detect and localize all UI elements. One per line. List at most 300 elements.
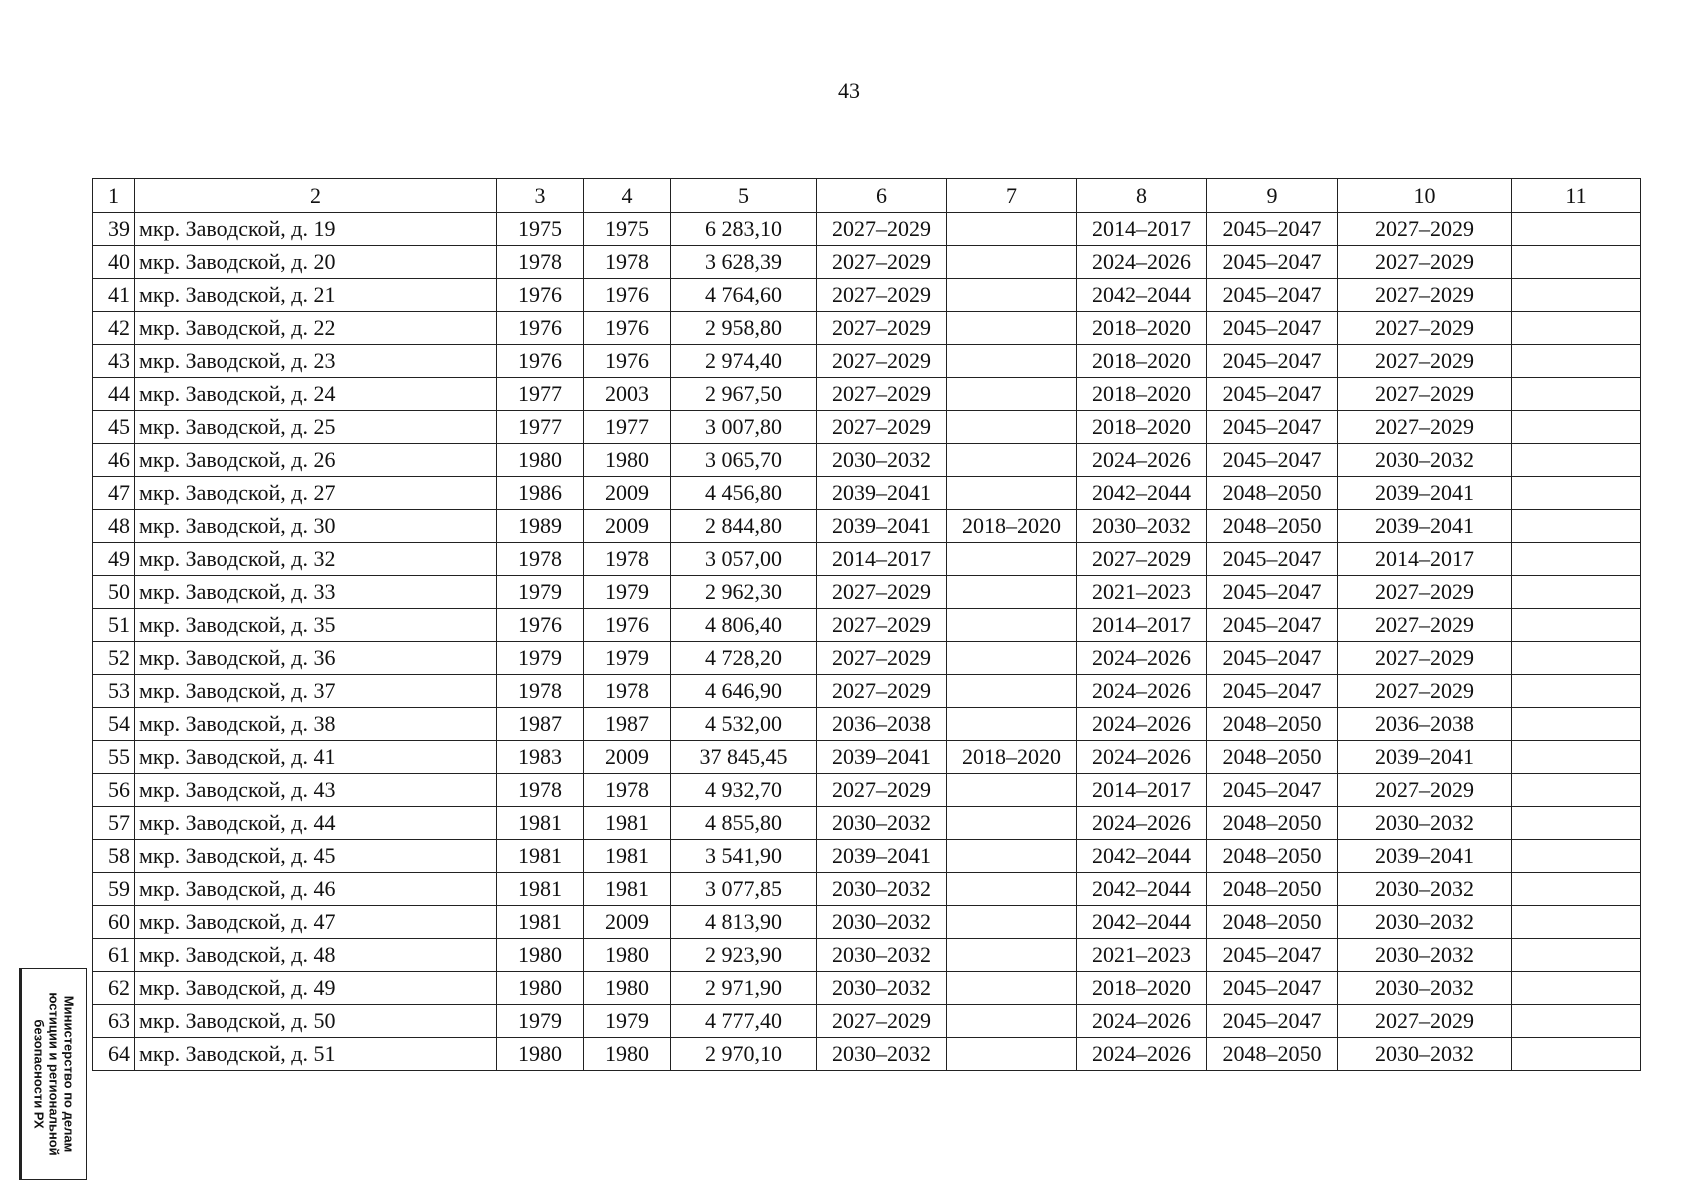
address-cell: мкр. Заводской, д. 35 [135,609,497,642]
period-col8-cell: 2024–2026 [1077,807,1207,840]
page-number: 43 [838,78,860,103]
period-col9-cell: 2045–2047 [1207,642,1338,675]
column-header: 8 [1077,179,1207,213]
period-col8-cell: 2042–2044 [1077,279,1207,312]
period-col6-cell: 2027–2029 [817,312,947,345]
period-col10-cell: 2027–2029 [1338,642,1512,675]
built-year-cell: 1980 [497,1038,584,1071]
period-col8-cell: 2014–2017 [1077,213,1207,246]
col11-cell [1512,510,1641,543]
col11-cell [1512,477,1641,510]
stamp-line: юстиции и региональной [46,992,62,1156]
row-number-cell: 47 [93,477,135,510]
area-cell: 4 456,80 [671,477,817,510]
area-cell: 4 764,60 [671,279,817,312]
col11-cell [1512,741,1641,774]
period-col10-cell: 2039–2041 [1338,741,1512,774]
row-number-cell: 52 [93,642,135,675]
col11-cell [1512,708,1641,741]
built-year-cell: 1975 [497,213,584,246]
table-row [93,1005,1641,1038]
period-col9-cell: 2048–2050 [1207,840,1338,873]
period-col6-cell: 2027–2029 [817,279,947,312]
table-body [93,213,1641,1071]
commissioned-year-cell: 1976 [584,609,671,642]
period-col7-cell: 2018–2020 [947,510,1077,543]
address-cell: мкр. Заводской, д. 32 [135,543,497,576]
period-col6-cell: 2027–2029 [817,774,947,807]
col11-cell [1512,774,1641,807]
address-cell: мкр. Заводской, д. 33 [135,576,497,609]
table-row [93,444,1641,477]
col11-cell [1512,411,1641,444]
period-col10-cell: 2027–2029 [1338,345,1512,378]
area-cell: 6 283,10 [671,213,817,246]
address-cell: мкр. Заводской, д. 36 [135,642,497,675]
period-col7-cell [947,1038,1077,1071]
table-row [93,378,1641,411]
built-year-cell: 1978 [497,246,584,279]
period-col10-cell: 2027–2029 [1338,675,1512,708]
period-col7-cell [947,873,1077,906]
period-col7-cell: 2018–2020 [947,741,1077,774]
period-col8-cell: 2021–2023 [1077,576,1207,609]
period-col6-cell: 2030–2032 [817,444,947,477]
period-col8-cell: 2018–2020 [1077,345,1207,378]
period-col7-cell [947,477,1077,510]
column-header: 11 [1512,179,1641,213]
period-col6-cell: 2039–2041 [817,840,947,873]
row-number-cell: 64 [93,1038,135,1071]
period-col7-cell [947,642,1077,675]
commissioned-year-cell: 1981 [584,807,671,840]
period-col7-cell [947,972,1077,1005]
col11-cell [1512,543,1641,576]
col11-cell [1512,279,1641,312]
built-year-cell: 1983 [497,741,584,774]
period-col6-cell: 2027–2029 [817,213,947,246]
area-cell: 2 923,90 [671,939,817,972]
period-col8-cell: 2024–2026 [1077,708,1207,741]
period-col10-cell: 2027–2029 [1338,1005,1512,1038]
address-cell: мкр. Заводской, д. 21 [135,279,497,312]
commissioned-year-cell: 1980 [584,1038,671,1071]
period-col8-cell: 2014–2017 [1077,774,1207,807]
table-row [93,543,1641,576]
period-col10-cell: 2030–2032 [1338,906,1512,939]
row-number-cell: 55 [93,741,135,774]
period-col9-cell: 2048–2050 [1207,708,1338,741]
commissioned-year-cell: 2009 [584,906,671,939]
commissioned-year-cell: 1980 [584,972,671,1005]
col11-cell [1512,642,1641,675]
row-number-cell: 51 [93,609,135,642]
row-number-cell: 44 [93,378,135,411]
period-col10-cell: 2030–2032 [1338,873,1512,906]
period-col7-cell [947,213,1077,246]
period-col10-cell: 2039–2041 [1338,477,1512,510]
period-col7-cell [947,411,1077,444]
built-year-cell: 1976 [497,609,584,642]
period-col7-cell [947,345,1077,378]
col11-cell [1512,939,1641,972]
commissioned-year-cell: 1978 [584,543,671,576]
period-col10-cell: 2027–2029 [1338,411,1512,444]
row-number-cell: 61 [93,939,135,972]
period-col10-cell: 2039–2041 [1338,840,1512,873]
ministry-stamp [19,968,87,1180]
area-cell: 4 646,90 [671,675,817,708]
area-cell: 3 077,85 [671,873,817,906]
commissioned-year-cell: 1980 [584,444,671,477]
built-year-cell: 1977 [497,378,584,411]
period-col9-cell: 2045–2047 [1207,345,1338,378]
table-row [93,807,1641,840]
col11-cell [1512,444,1641,477]
area-cell: 2 967,50 [671,378,817,411]
area-cell: 2 844,80 [671,510,817,543]
area-cell: 4 855,80 [671,807,817,840]
column-header: 4 [584,179,671,213]
commissioned-year-cell: 1981 [584,873,671,906]
period-col6-cell: 2014–2017 [817,543,947,576]
built-year-cell: 1986 [497,477,584,510]
built-year-cell: 1977 [497,411,584,444]
period-col10-cell: 2027–2029 [1338,609,1512,642]
period-col8-cell: 2018–2020 [1077,411,1207,444]
address-cell: мкр. Заводской, д. 46 [135,873,497,906]
built-year-cell: 1981 [497,840,584,873]
period-col10-cell: 2014–2017 [1338,543,1512,576]
address-cell: мкр. Заводской, д. 30 [135,510,497,543]
period-col9-cell: 2045–2047 [1207,939,1338,972]
period-col10-cell: 2027–2029 [1338,312,1512,345]
period-col6-cell: 2027–2029 [817,246,947,279]
area-cell: 2 971,90 [671,972,817,1005]
period-col10-cell: 2027–2029 [1338,279,1512,312]
table-row [93,510,1641,543]
col11-cell [1512,840,1641,873]
col11-cell [1512,675,1641,708]
period-col7-cell [947,675,1077,708]
col11-cell [1512,972,1641,1005]
period-col8-cell: 2024–2026 [1077,741,1207,774]
built-year-cell: 1978 [497,774,584,807]
period-col9-cell: 2045–2047 [1207,1005,1338,1038]
commissioned-year-cell: 1978 [584,675,671,708]
built-year-cell: 1981 [497,807,584,840]
period-col10-cell: 2030–2032 [1338,939,1512,972]
built-year-cell: 1979 [497,1005,584,1038]
period-col7-cell [947,279,1077,312]
period-col9-cell: 2048–2050 [1207,477,1338,510]
period-col6-cell: 2027–2029 [817,1005,947,1038]
period-col7-cell [947,840,1077,873]
commissioned-year-cell: 2003 [584,378,671,411]
period-col9-cell: 2045–2047 [1207,246,1338,279]
period-col6-cell: 2039–2041 [817,741,947,774]
table-row [93,972,1641,1005]
address-cell: мкр. Заводской, д. 49 [135,972,497,1005]
address-cell: мкр. Заводской, д. 20 [135,246,497,279]
period-col9-cell: 2048–2050 [1207,510,1338,543]
period-col8-cell: 2018–2020 [1077,378,1207,411]
period-col8-cell: 2024–2026 [1077,246,1207,279]
stamp-line: Министерство по делам [61,995,77,1153]
commissioned-year-cell: 1975 [584,213,671,246]
table-header-row [93,179,1641,213]
built-year-cell: 1976 [497,279,584,312]
col11-cell [1512,609,1641,642]
commissioned-year-cell: 1978 [584,246,671,279]
address-cell: мкр. Заводской, д. 41 [135,741,497,774]
area-cell: 3 057,00 [671,543,817,576]
period-col9-cell: 2045–2047 [1207,279,1338,312]
area-cell: 2 970,10 [671,1038,817,1071]
address-cell: мкр. Заводской, д. 50 [135,1005,497,1038]
table-row [93,279,1641,312]
col11-cell [1512,312,1641,345]
area-cell: 4 532,00 [671,708,817,741]
col11-cell [1512,246,1641,279]
commissioned-year-cell: 2009 [584,510,671,543]
row-number-cell: 41 [93,279,135,312]
period-col9-cell: 2045–2047 [1207,411,1338,444]
built-year-cell: 1987 [497,708,584,741]
col11-cell [1512,378,1641,411]
address-cell: мкр. Заводской, д. 22 [135,312,497,345]
table-row [93,840,1641,873]
period-col7-cell [947,939,1077,972]
area-cell: 2 974,40 [671,345,817,378]
period-col9-cell: 2045–2047 [1207,972,1338,1005]
period-col6-cell: 2027–2029 [817,345,947,378]
period-col6-cell: 2030–2032 [817,906,947,939]
address-cell: мкр. Заводской, д. 44 [135,807,497,840]
commissioned-year-cell: 1976 [584,312,671,345]
period-col7-cell [947,312,1077,345]
period-col6-cell: 2027–2029 [817,378,947,411]
period-col10-cell: 2027–2029 [1338,576,1512,609]
period-col8-cell: 2018–2020 [1077,972,1207,1005]
period-col8-cell: 2024–2026 [1077,1005,1207,1038]
row-number-cell: 60 [93,906,135,939]
commissioned-year-cell: 1979 [584,576,671,609]
commissioned-year-cell: 1981 [584,840,671,873]
built-year-cell: 1980 [497,972,584,1005]
area-cell: 3 007,80 [671,411,817,444]
period-col7-cell [947,543,1077,576]
period-col8-cell: 2024–2026 [1077,675,1207,708]
table-row [93,576,1641,609]
period-col9-cell: 2045–2047 [1207,774,1338,807]
col11-cell [1512,906,1641,939]
built-year-cell: 1979 [497,642,584,675]
row-number-cell: 56 [93,774,135,807]
table-row [93,312,1641,345]
built-year-cell: 1976 [497,312,584,345]
col11-cell [1512,1038,1641,1071]
table-row [93,675,1641,708]
period-col10-cell: 2027–2029 [1338,246,1512,279]
period-col10-cell: 2036–2038 [1338,708,1512,741]
table-row [93,213,1641,246]
column-header: 6 [817,179,947,213]
commissioned-year-cell: 1978 [584,774,671,807]
area-cell: 4 932,70 [671,774,817,807]
commissioned-year-cell: 1977 [584,411,671,444]
period-col7-cell [947,246,1077,279]
period-col9-cell: 2048–2050 [1207,807,1338,840]
table-row [93,873,1641,906]
address-cell: мкр. Заводской, д. 38 [135,708,497,741]
period-col10-cell: 2039–2041 [1338,510,1512,543]
period-col9-cell: 2045–2047 [1207,378,1338,411]
row-number-cell: 46 [93,444,135,477]
period-col10-cell: 2030–2032 [1338,444,1512,477]
table-row [93,246,1641,279]
period-col9-cell: 2045–2047 [1207,675,1338,708]
period-col6-cell: 2036–2038 [817,708,947,741]
built-year-cell: 1976 [497,345,584,378]
table-row [93,1038,1641,1071]
period-col6-cell: 2030–2032 [817,972,947,1005]
period-col9-cell: 2045–2047 [1207,213,1338,246]
commissioned-year-cell: 1979 [584,1005,671,1038]
row-number-cell: 57 [93,807,135,840]
period-col9-cell: 2045–2047 [1207,312,1338,345]
period-col8-cell: 2024–2026 [1077,1038,1207,1071]
column-header: 9 [1207,179,1338,213]
period-col6-cell: 2027–2029 [817,609,947,642]
period-col6-cell: 2030–2032 [817,873,947,906]
period-col8-cell: 2024–2026 [1077,642,1207,675]
address-cell: мкр. Заводской, д. 24 [135,378,497,411]
row-number-cell: 39 [93,213,135,246]
period-col9-cell: 2048–2050 [1207,906,1338,939]
stamp-text [32,974,77,1174]
area-cell: 3 628,39 [671,246,817,279]
commissioned-year-cell: 1987 [584,708,671,741]
table-row [93,774,1641,807]
period-col10-cell: 2030–2032 [1338,807,1512,840]
col11-cell [1512,807,1641,840]
area-cell: 4 777,40 [671,1005,817,1038]
commissioned-year-cell: 1976 [584,345,671,378]
area-cell: 2 962,30 [671,576,817,609]
period-col8-cell: 2027–2029 [1077,543,1207,576]
area-cell: 3 541,90 [671,840,817,873]
column-header: 2 [135,179,497,213]
table-row [93,642,1641,675]
column-header: 10 [1338,179,1512,213]
address-cell: мкр. Заводской, д. 48 [135,939,497,972]
row-number-cell: 58 [93,840,135,873]
column-header: 7 [947,179,1077,213]
area-cell: 4 728,20 [671,642,817,675]
period-col8-cell: 2042–2044 [1077,873,1207,906]
area-cell: 3 065,70 [671,444,817,477]
row-number-cell: 54 [93,708,135,741]
area-cell: 37 845,45 [671,741,817,774]
period-col7-cell [947,708,1077,741]
built-year-cell: 1981 [497,906,584,939]
address-cell: мкр. Заводской, д. 23 [135,345,497,378]
row-number-cell: 40 [93,246,135,279]
period-col7-cell [947,1005,1077,1038]
period-col9-cell: 2048–2050 [1207,1038,1338,1071]
period-col7-cell [947,444,1077,477]
period-col8-cell: 2030–2032 [1077,510,1207,543]
address-cell: мкр. Заводской, д. 47 [135,906,497,939]
col11-cell [1512,213,1641,246]
area-cell: 4 806,40 [671,609,817,642]
built-year-cell: 1989 [497,510,584,543]
built-year-cell: 1978 [497,675,584,708]
period-col9-cell: 2048–2050 [1207,741,1338,774]
commissioned-year-cell: 1979 [584,642,671,675]
period-col9-cell: 2048–2050 [1207,873,1338,906]
row-number-cell: 63 [93,1005,135,1038]
address-cell: мкр. Заводской, д. 19 [135,213,497,246]
period-col8-cell: 2042–2044 [1077,906,1207,939]
period-col10-cell: 2027–2029 [1338,213,1512,246]
period-col7-cell [947,609,1077,642]
period-col6-cell: 2039–2041 [817,510,947,543]
commissioned-year-cell: 2009 [584,477,671,510]
period-col10-cell: 2030–2032 [1338,1038,1512,1071]
period-col7-cell [947,807,1077,840]
period-col6-cell: 2027–2029 [817,642,947,675]
table-row [93,708,1641,741]
row-number-cell: 53 [93,675,135,708]
address-cell: мкр. Заводской, д. 45 [135,840,497,873]
period-col10-cell: 2027–2029 [1338,378,1512,411]
period-col6-cell: 2027–2029 [817,576,947,609]
period-col9-cell: 2045–2047 [1207,609,1338,642]
built-year-cell: 1979 [497,576,584,609]
period-col10-cell: 2027–2029 [1338,774,1512,807]
table-row [93,741,1641,774]
row-number-cell: 49 [93,543,135,576]
table-row [93,345,1641,378]
address-cell: мкр. Заводской, д. 37 [135,675,497,708]
built-year-cell: 1981 [497,873,584,906]
period-col7-cell [947,576,1077,609]
table-row [93,477,1641,510]
address-cell: мкр. Заводской, д. 43 [135,774,497,807]
table-row [93,609,1641,642]
period-col6-cell: 2030–2032 [817,807,947,840]
period-col8-cell: 2021–2023 [1077,939,1207,972]
period-col7-cell [947,906,1077,939]
column-header: 5 [671,179,817,213]
period-col7-cell [947,774,1077,807]
row-number-cell: 43 [93,345,135,378]
col11-cell [1512,1005,1641,1038]
period-col6-cell: 2030–2032 [817,939,947,972]
row-number-cell: 62 [93,972,135,1005]
column-header: 3 [497,179,584,213]
area-cell: 4 813,90 [671,906,817,939]
row-number-cell: 50 [93,576,135,609]
period-col6-cell: 2027–2029 [817,675,947,708]
row-number-cell: 45 [93,411,135,444]
period-col10-cell: 2030–2032 [1338,972,1512,1005]
stamp-line: безопасности РХ [31,1019,47,1129]
housing-table [92,178,1641,1071]
period-col9-cell: 2045–2047 [1207,576,1338,609]
